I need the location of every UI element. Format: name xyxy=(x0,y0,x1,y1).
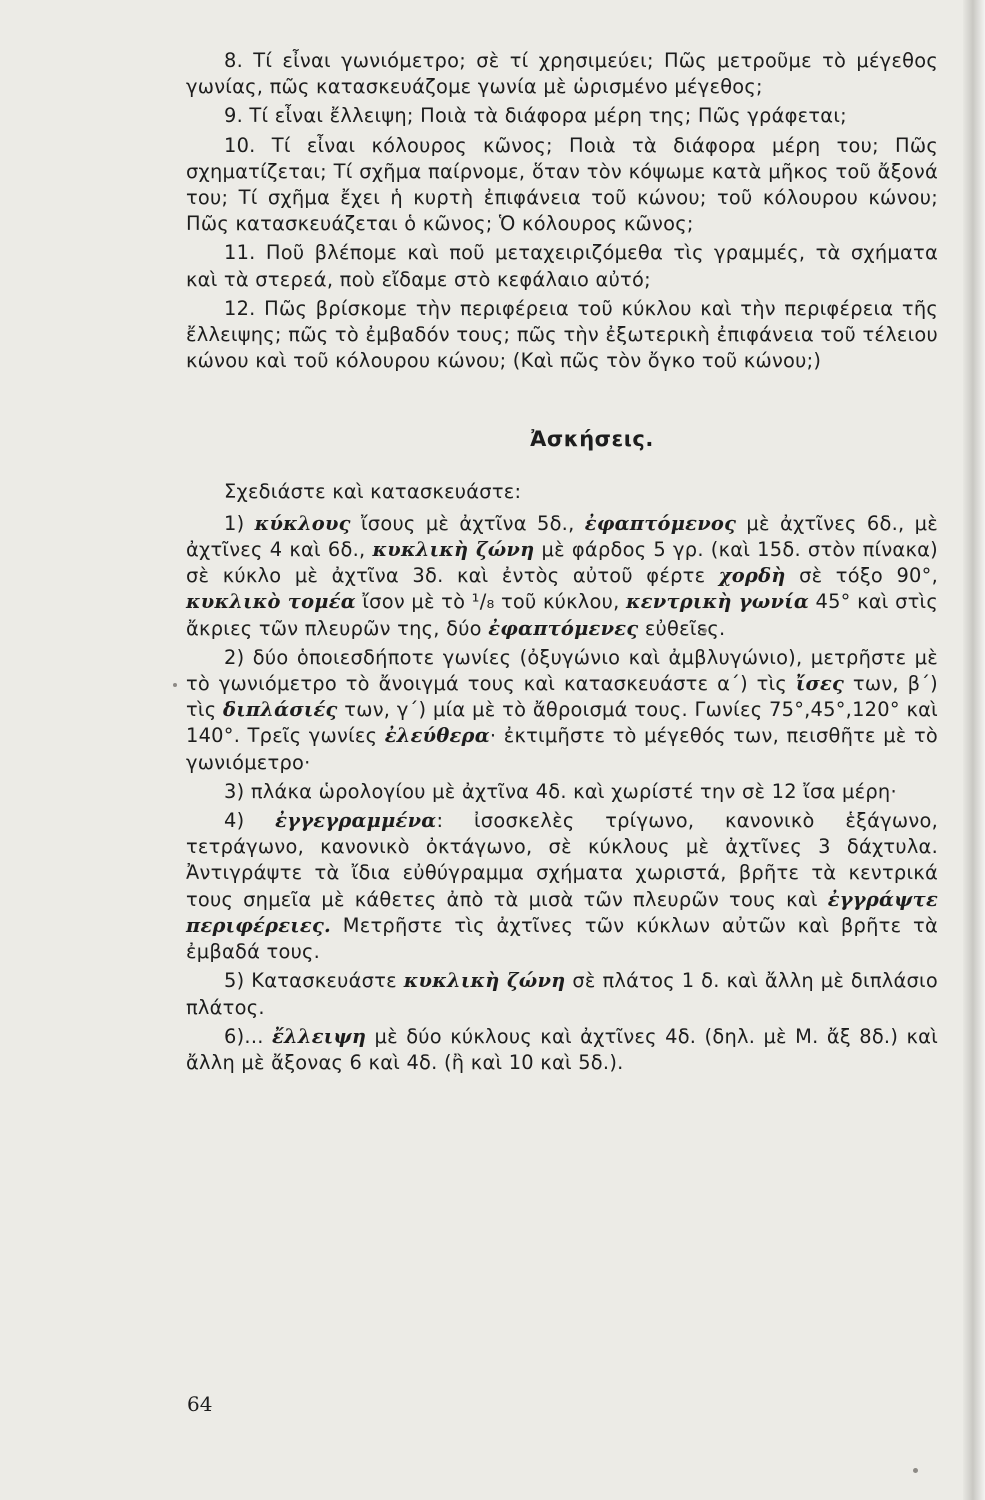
exercises-heading: Ἀσκήσεις. xyxy=(530,427,654,452)
exercise-4: 4) ἐγγεγραμμένα: ἰσοσκελὲς τρίγωνο, κανονικὸ ἑξάγωνο, τετράγωνο, κανονικὸ ὀκτάγωνο, σὲ κύκλους μὲ ἀχτῖνες 3 δάχτυλα. Ἀντιγράψτε τὰ ἴδια εὐθύγραμμα σχήματα χωριστά, βρῆτε τὰ κεντρικά τους σημεῖα μὲ κάθετες ἀπὸ τὰ μισὰ τῶν πλευρῶν τους καὶ ἐγγράψτε περιφέρειες. Μετρῆστε τὶς ἀχτῖνες τῶν κύκλων αὐτῶν καὶ βρῆτε τὰ ἐμβαδά τους. xyxy=(186,809,938,964)
exercise-6: 6)... ἔλλειψη μὲ δύο κύκλους καὶ ἀχτῖνες 4δ. (δηλ. μὲ Μ. ἄξ 8δ.) καὶ ἄλλη μὲ ἄξονας 6 καὶ 4δ. (ἢ καὶ 10 καὶ 5δ.). xyxy=(186,1024,938,1074)
page-number: 64 xyxy=(187,1392,213,1416)
exercise-3: 3) πλάκα ὡρολογίου μὲ ἀχτῖνα 4δ. καὶ χωρίστέ την σὲ 12 ἴσα μέρη· xyxy=(224,779,897,803)
question-10: 10. Τί εἶναι κόλουρος κῶνος; Ποιὰ τὰ διάφορα μέρη του; Πῶς σχηματίζεται; Τί σχῆμα παίρνομε, ὅταν τὸν κόψωμε κατὰ μῆκος τοῦ ἄξονά του; Τί σχῆμα ἔχει ἡ κυρτὴ ἐπιφάνεια τοῦ κώνου; τοῦ κόλουρου κώνου; Πῶς κατασκευάζεται ὁ κῶνος; Ὁ κόλουρος κῶνος; xyxy=(186,133,938,236)
speck-mark xyxy=(173,683,177,687)
exercise-2: 2) δύο ὁποιεσδήποτε γωνίες (ὀξυγώνιο καὶ ἀμβλυγώνιο), μετρῆστε μὲ τὸ γωνιόμετρο τὸ ἄνοιγμά τους καὶ κατασκευάστε α´) τὶς ἴσες των, β´) τὶς διπλάσιές των, γ´) μία μὲ τὸ ἄθροισμά τους. Γωνίες 75°,45°,120° καὶ 140°. Τρεῖς γωνίες ἐλεύθερα· ἐκτιμῆστε τὸ μέγεθός των, πεισθῆτε μὲ τὸ γωνιόμετρο· xyxy=(186,645,938,774)
exercise-5: 5) Κατασκευάστε κυκλικὴ ζώνη σὲ πλάτος 1 δ. καὶ ἄλλη μὲ διπλάσιο πλάτος. xyxy=(186,969,938,1019)
exercise-1: 1) κύκλους ἴσους μὲ ἀχτῖνα 5δ., ἐφαπτόμενος μὲ ἀχτῖνες 6δ., μὲ ἀχτῖνες 4 καὶ 6δ., κυκλικὴ ζώνη μὲ φάρδος 5 γρ. (καὶ 15δ. στὸν πίνακα) σὲ κύκλο μὲ ἀχτῖνα 3δ. καὶ ἐντὸς αὐτοῦ φέρτε χορδὴ σὲ τόξο 90°, κυκλικὸ τομέα ἴσον μὲ τὸ ¹/₈ τοῦ κύκλου, κεντρικὴ γωνία 45° καὶ στὶς ἄκριες τῶν πλευρῶν της, δύο ἐφαπτόμενες εὐθεῖες. xyxy=(186,511,939,640)
question-8: 8. Τί εἶναι γωνιόμετρο; σὲ τί χρησιμεύει; Πῶς μετροῦμε τὸ μέγεθος γωνίας, πῶς κατασκευάζομε γωνία μὲ ὡρισμένο μέγεθος; xyxy=(186,49,938,99)
exercises-intro: Σχεδιάστε καὶ κατασκευάστε: xyxy=(224,479,522,503)
speck-mark xyxy=(913,1468,918,1473)
question-11: 11. Ποῦ βλέπομε καὶ ποῦ μεταχειριζόμεθα τὶς γραμμές, τὰ σχήματα καὶ τὰ στερεά, ποὺ εἴδαμε στὸ κεφάλαιο αὐτό; xyxy=(186,241,938,291)
book-gutter-edge xyxy=(963,0,985,1500)
question-9: 9. Τί εἶναι ἔλλειψη; Ποιὰ τὰ διάφορα μέρη της; Πῶς γράφεται; xyxy=(224,104,847,128)
question-12: 12. Πῶς βρίσκομε τὴν περιφέρεια τοῦ κύκλου καὶ τὴν περιφέρεια τῆς ἔλλειψης; πῶς τὸ ἐμβαδόν τους; πῶς τὴν ἐξωτερικὴ ἐπιφάνεια τοῦ τέλειου κώνου καὶ τοῦ κόλουρου κώνου; (Καὶ πῶς τὸν ὄγκο τοῦ κώνου;) xyxy=(186,296,938,373)
page-body xyxy=(186,48,938,1079)
